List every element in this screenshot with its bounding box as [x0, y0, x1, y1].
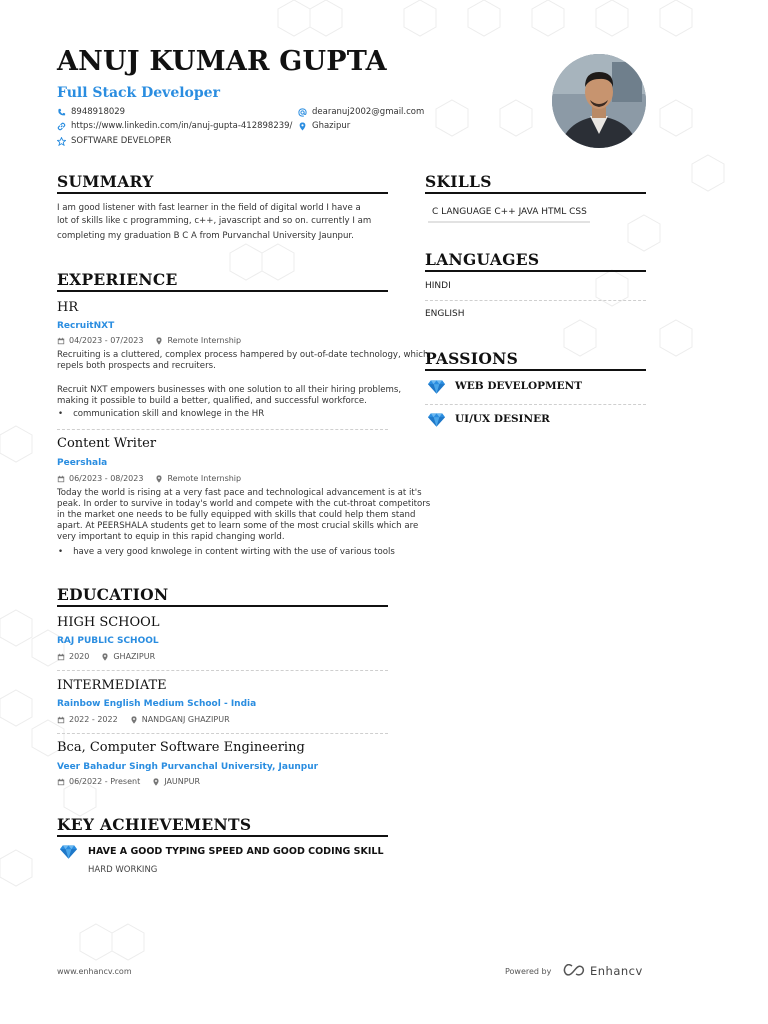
- bullet-dot: •: [58, 409, 64, 419]
- passions-rule: [425, 369, 646, 371]
- language-item: HINDI: [425, 281, 451, 291]
- calendar-icon: [57, 716, 65, 724]
- education-rule: [57, 605, 388, 607]
- skills-rule: [425, 192, 646, 194]
- title-badge-contact: [57, 136, 171, 146]
- job-meta: [57, 336, 241, 345]
- job-description-line: Today the world is rising at a very fast pace and technological advancement is at it's: [57, 488, 422, 498]
- education-dates: 2020: [69, 652, 90, 661]
- summary-line: completing my graduation B C A from Purvanchal University Jaunpur.: [57, 231, 354, 241]
- phone-contact: [57, 107, 125, 117]
- achievement-title: HAVE A GOOD TYPING SPEED AND GOOD CODING SKILL: [88, 846, 384, 857]
- education-location: JAUNPUR: [164, 777, 201, 786]
- degree-title: HIGH SCHOOL: [57, 615, 160, 630]
- education-meta: [57, 715, 230, 724]
- skill-tag: C LANGUAGE C++ JAVA HTML CSS: [432, 207, 587, 217]
- school-name: Rainbow English Medium School - India: [57, 699, 257, 709]
- job-description-line: in the market one needs to be fully equipped with skills that could help them stand: [57, 510, 416, 520]
- diamond-icon: [59, 844, 78, 860]
- school-name: Veer Bahadur Singh Purvanchal University, Jaunpur: [57, 762, 319, 772]
- diamond-icon: [427, 379, 446, 395]
- job-title: HR: [57, 300, 79, 315]
- entry-divider: [425, 300, 646, 301]
- footer-brand: Enhancv: [590, 964, 643, 978]
- experience-rule: [57, 290, 388, 292]
- linkedin-contact[interactable]: [57, 121, 292, 131]
- job-dates: 04/2023 - 07/2023: [69, 336, 144, 345]
- map-pin-icon: [155, 475, 163, 483]
- calendar-icon: [57, 337, 65, 345]
- footer-powered-by: Powered by: [505, 967, 552, 976]
- summary-line: lot of skills like c programming, c++, javascript and so on. currently I am: [57, 216, 372, 226]
- entry-divider: [57, 733, 388, 734]
- education-heading: EDUCATION: [57, 585, 169, 604]
- job-meta: [57, 474, 241, 483]
- job-location: Remote Internship: [167, 336, 242, 345]
- education-location: NANDGANJ GHAZIPUR: [141, 715, 230, 724]
- languages-rule: [425, 270, 646, 272]
- map-pin-icon: [130, 716, 138, 724]
- location-text: Ghazipur: [312, 121, 351, 131]
- bullet-text: communication skill and knowlege in the HR: [73, 409, 265, 419]
- enhancv-logo-icon: [563, 964, 585, 977]
- company-name: RecruitNXT: [57, 321, 115, 331]
- map-pin-icon: [101, 653, 109, 661]
- entry-divider: [425, 404, 646, 405]
- education-meta: [57, 777, 200, 786]
- linkedin-url[interactable]: https://www.linkedin.com/in/anuj-gupta-412898239/: [71, 121, 293, 131]
- education-dates: 06/2022 - Present: [69, 777, 141, 786]
- bullet-dot: •: [58, 547, 64, 557]
- candidate-name: ANUJ KUMAR GUPTA: [57, 46, 387, 77]
- degree-title: INTERMEDIATE: [57, 678, 167, 693]
- entry-divider: [57, 429, 388, 430]
- footer-website[interactable]: www.enhancv.com: [57, 967, 132, 976]
- email-contact[interactable]: [298, 107, 424, 117]
- achievements-heading: KEY ACHIEVEMENTS: [57, 815, 252, 834]
- job-description-line: making it possible to build a better, qualified, and successful workforce.: [57, 396, 367, 406]
- skill-underline: [428, 221, 590, 223]
- summary-rule: [57, 192, 388, 194]
- candidate-role: Full Stack Developer: [57, 85, 220, 101]
- passion-item: WEB DEVELOPMENT: [455, 380, 583, 392]
- job-description-line: very important to equip in this rapid changing world.: [57, 532, 285, 542]
- job-title: Content Writer: [57, 436, 157, 451]
- passion-item: UI/UX DESINER: [455, 413, 550, 425]
- star-icon: [57, 137, 66, 146]
- degree-title: Bca, Computer Software Engineering: [57, 740, 305, 755]
- phone-number: 8948918029: [71, 107, 126, 117]
- education-dates: 2022 - 2022: [69, 715, 118, 724]
- phone-icon: [57, 108, 66, 117]
- job-description-line: Recruit NXT empowers businesses with one solution to all their hiring problems,: [57, 385, 402, 395]
- calendar-icon: [57, 653, 65, 661]
- skills-heading: SKILLS: [425, 172, 492, 191]
- summary-line: I am good listener with fast learner in the field of digital world I have a: [57, 203, 361, 213]
- calendar-icon: [57, 475, 65, 483]
- summary-heading: SUMMARY: [57, 172, 154, 191]
- map-pin-icon: [155, 337, 163, 345]
- job-dates: 06/2023 - 08/2023: [69, 474, 144, 483]
- achievement-description: HARD WORKING: [88, 865, 158, 875]
- education-location: GHAZIPUR: [113, 652, 156, 661]
- diamond-icon: [427, 412, 446, 428]
- title-badge: SOFTWARE DEVELOPER: [71, 136, 172, 146]
- passions-heading: PASSIONS: [425, 349, 519, 368]
- job-bullet: [58, 409, 264, 419]
- school-name: RAJ PUBLIC SCHOOL: [57, 636, 159, 646]
- job-description-line: repels both prospects and recruiters.: [57, 361, 216, 371]
- at-icon: [298, 108, 307, 117]
- languages-heading: LANGUAGES: [425, 250, 540, 269]
- experience-heading: EXPERIENCE: [57, 270, 178, 289]
- language-item: ENGLISH: [425, 309, 465, 319]
- email-address[interactable]: dearanuj2002@gmail.com: [312, 107, 425, 117]
- link-icon: [57, 122, 66, 131]
- map-pin-icon: [152, 778, 160, 786]
- achievements-rule: [57, 835, 388, 837]
- map-pin-icon: [298, 122, 307, 131]
- job-description-line: peak. In order to survive in today's world and compete with the cut-throat competitors: [57, 499, 431, 509]
- bullet-text: have a very good knwolege in content wirting with the use of various tools: [73, 547, 395, 557]
- job-description-line: Recruiting is a cluttered, complex process hampered by out-of-date technology, which: [57, 350, 429, 360]
- job-location: Remote Internship: [167, 474, 242, 483]
- calendar-icon: [57, 778, 65, 786]
- job-bullet: [58, 547, 395, 557]
- entry-divider: [57, 670, 388, 671]
- education-meta: [57, 652, 155, 661]
- location-contact: [298, 121, 350, 131]
- job-description-line: apart. At PEERSHALA students get to learn some of the most crucial skills which are: [57, 521, 419, 531]
- company-name: Peershala: [57, 458, 108, 468]
- profile-photo: [552, 54, 646, 148]
